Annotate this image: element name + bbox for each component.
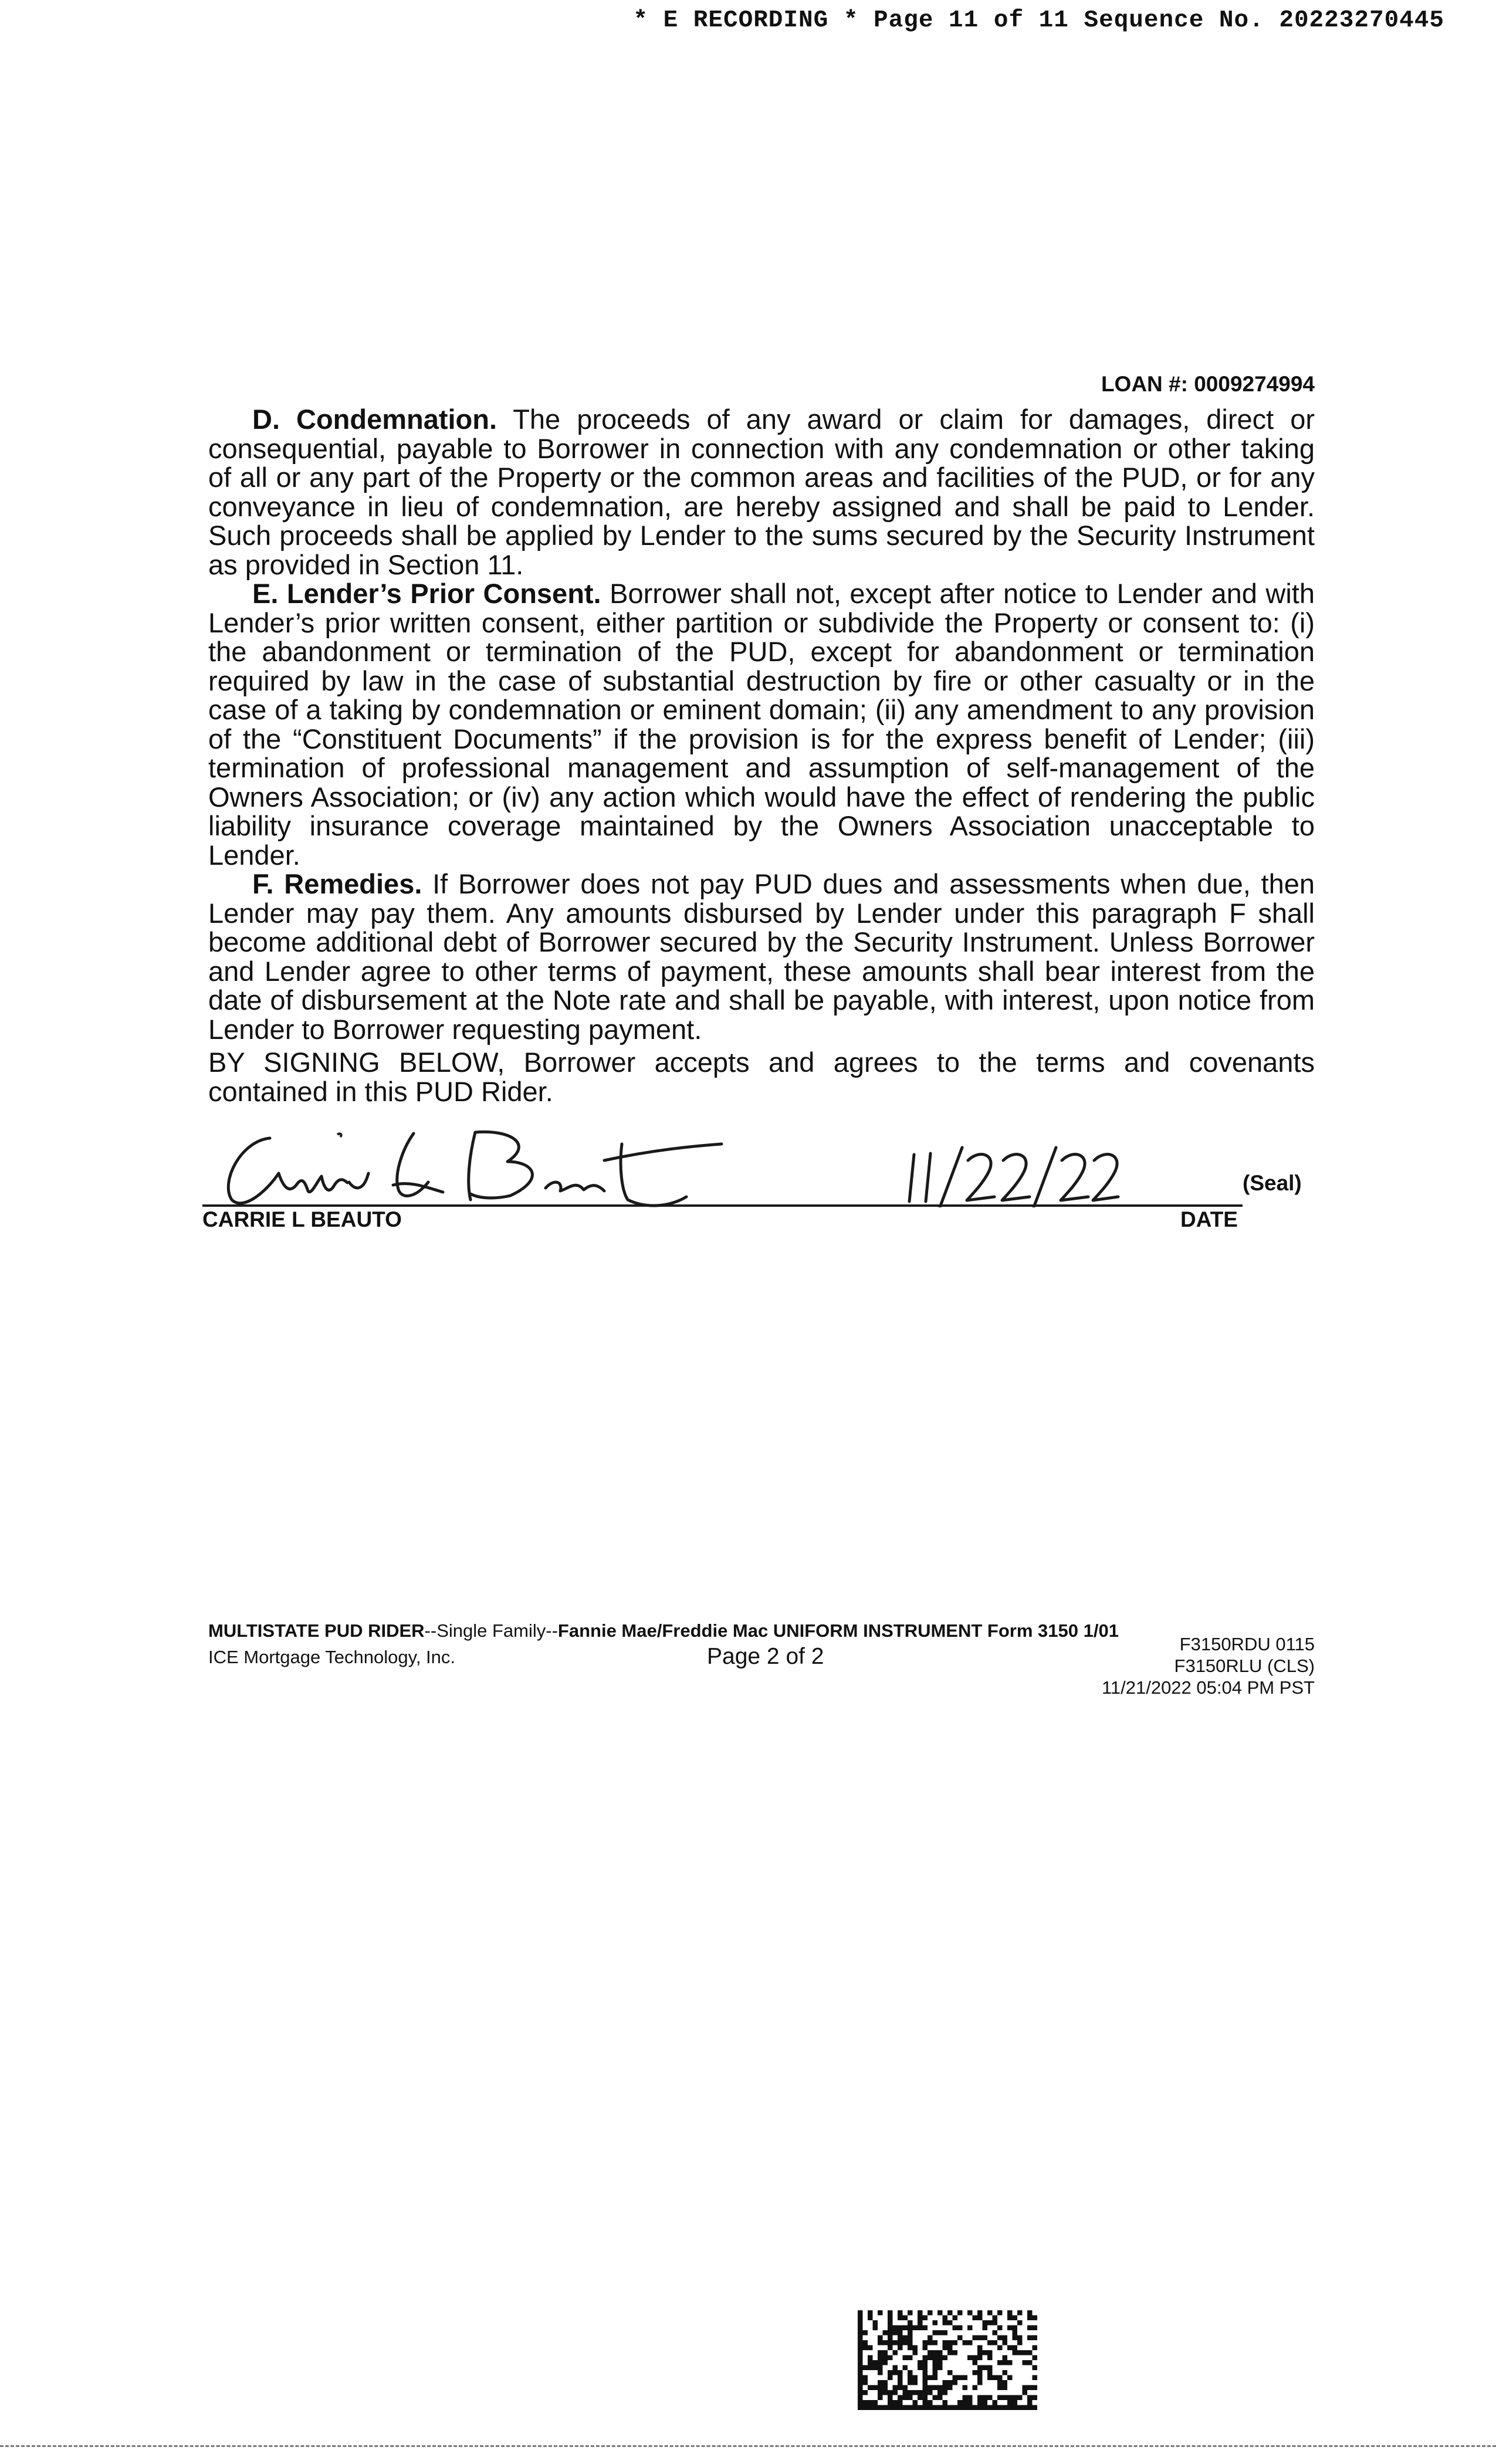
loan-label: LOAN #: <box>1101 372 1188 396</box>
loan-number-line <box>1101 372 1315 397</box>
acceptance-statement: BY SIGNING BELOW, Borrower accepts and agrees to the terms and covenants contained in this PUD Rider. <box>208 1047 1315 1107</box>
date-label: DATE <box>1180 1207 1238 1231</box>
section-text: The proceeds of any award or claim for damages, direct or consequential, payable to Borrower in connection with any condemnation or other taking of all or any part of the Property or the common areas and facilities of the PUD, or for any conveyance in lieu of condemnation, are hereby assigned and shall be paid to Lender. Such proceeds shall be applied by Lender to the sums secured by the Security Instrument as provided in Section 11. <box>208 404 1315 580</box>
footer-form-title <box>208 1620 1119 1641</box>
footer-title-part1: MULTISTATE PUD RIDER <box>208 1620 425 1641</box>
section-text: If Borrower does not pay PUD dues and assessments when due, then Lender may pay them. Any amounts disbursed by Lender under this paragraph F shall become additional debt of Borrower secured by the Security Instrument. Unless Borrower and Lender agree to other terms of payment, these amounts shall bear interest from the date of disbursement at the Note rate and shall be payable, with interest, upon notice from Lender to Borrower requesting payment. <box>208 868 1315 1045</box>
footer-form-codes <box>1102 1633 1315 1698</box>
section-remedies <box>208 869 1315 1044</box>
loan-number: 0009274994 <box>1194 372 1315 396</box>
datamatrix-barcode <box>858 2310 1037 2410</box>
section-condemnation <box>208 405 1315 579</box>
footer-title-part3: Fannie Mae/Freddie Mac UNIFORM INSTRUMENT Form 3150 1/01 <box>557 1620 1119 1641</box>
signature-line <box>202 1204 1243 1207</box>
recording-header: * E RECORDING * Page 11 of 11 Sequence No. 20223270445 <box>633 7 1444 34</box>
scan-edge-line <box>0 2445 1496 2447</box>
footer-form-code-2: F3150RLU (CLS) <box>1174 1656 1315 1676</box>
section-heading: E. Lender’s Prior Consent. <box>252 578 601 609</box>
handwritten-signature <box>217 1126 757 1214</box>
handwritten-date <box>898 1143 1121 1207</box>
footer-timestamp: 11/21/2022 05:04 PM PST <box>1101 1677 1315 1698</box>
section-heading: D. Condemnation. <box>252 404 497 435</box>
seal-label: (Seal) <box>1243 1171 1302 1195</box>
footer-company: ICE Mortgage Technology, Inc. <box>208 1647 456 1667</box>
signer-name: CARRIE L BEAUTO <box>202 1207 402 1231</box>
footer-title-part2: --Single Family-- <box>424 1620 558 1641</box>
section-text: Borrower shall not, except after notice to Lender and with Lender’s prior written consent, either partition or subdivide the Property or consent to: (i) the abandonment or termination of the PUD, except for abandonment or termination required by law in the case of substantial destruction by fire or other casualty or in the case of a taking by condemnation or eminent domain; (ii) any amendment to any provision of the “Constituent Documents” if the provision is for the express benefit of Lender; (iii) termination of professional management and assumption of self-management of the Owners Association; or (iv) any action which would have the effect of rendering the public liability insurance coverage maintained by the Owners Association unacceptable to Lender. <box>208 578 1315 871</box>
footer-page-number: Page 2 of 2 <box>707 1644 824 1669</box>
section-heading: F. Remedies. <box>252 868 422 899</box>
rider-body <box>208 405 1315 1044</box>
footer-form-code-1: F3150RDU 0115 <box>1179 1634 1315 1654</box>
section-lenders-prior-consent <box>208 579 1315 869</box>
